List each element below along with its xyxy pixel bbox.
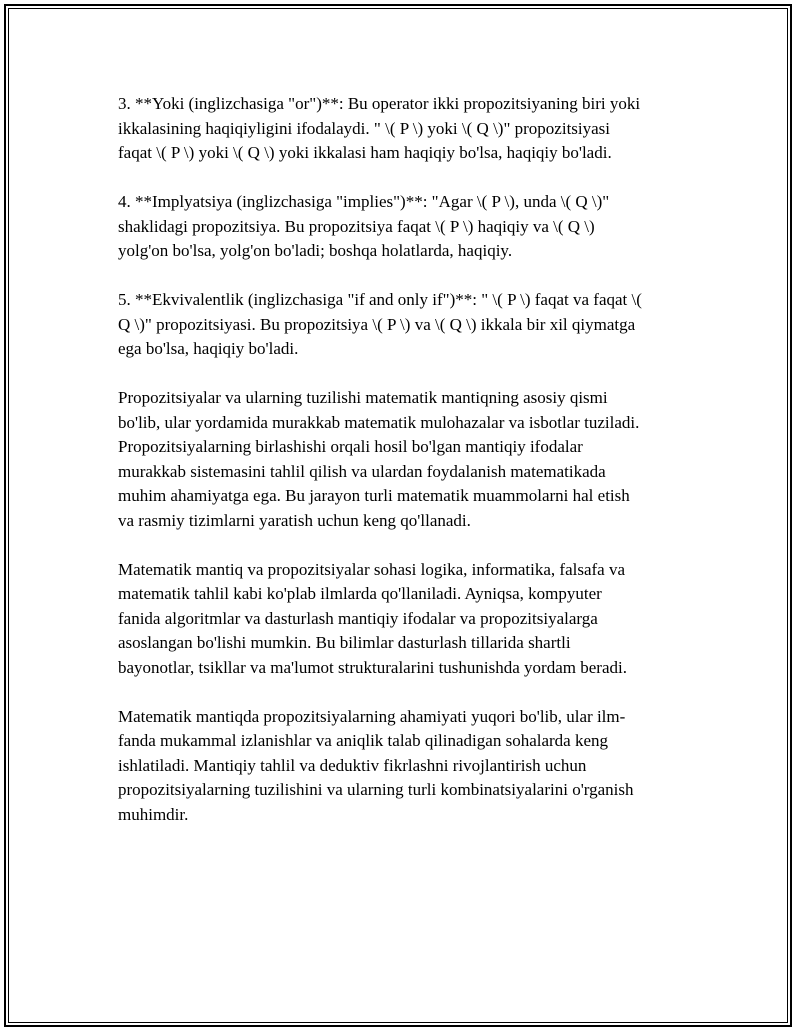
- paragraph-or-operator: 3. **Yoki (inglizchasiga "or")**: Bu operator ikki propozitsiyaning biri yoki ikkalasining haqiqiyligini ifodalaydi. " \( P \) yoki \( Q \)" propozitsiyasi faqat \( P \) yoki \( Q \) yoki ikkalasi ham haqiqiy bo'lsa, haqiqiy bo'ladi.: [118, 94, 641, 162]
- document-body: [118, 92, 678, 852]
- paragraph-equivalence: 5. **Ekvivalentlik (inglizchasiga "if and only if")**: " \( P \) faqat va faqat \( Q \)" propozitsiyasi. Bu propozitsiya \( P \) va \( Q \) ikkala bir xil qiymatga ega bo'lsa, haqiqiy bo'ladi.: [118, 290, 642, 358]
- paragraph-structure: Propozitsiyalar va ularning tuzilishi matematik mantiqning asosiy qismi bo'lib, ular yordamida murakkab matematik mulohazalar va isbotlar tuziladi. Propozitsiyalarning birlashishi orqali hosil bo'lgan mantiqiy ifodalar murakkab sistemasini tahlil qilish va ulardan foydalanish matematikada muhim ahamiyatga ega. Bu jarayon turli matematik muammolarni hal etish va rasmiy tizimlarni yaratish uchun keng qo'llanadi.: [118, 388, 640, 530]
- paragraph-applications: Matematik mantiq va propozitsiyalar sohasi logika, informatika, falsafa va matematik tahlil kabi ko'plab ilmlarda qo'llaniladi. Ayniqsa, kompyuter fanida algoritmlar va dasturlash mantiqiy ifodalar va propozitsiyalarga asoslangan bo'lishi mumkin. Bu bilimlar dasturlash tillarida shartli bayonotlar, tsikllar va ma'lumot strukturalarini tushunishda yordam beradi.: [118, 559, 627, 677]
- paragraph-implication: 4. **Implyatsiya (inglizchasiga "implies")**: "Agar \( P \), unda \( Q \)" shaklidagi propozitsiya. Bu propozitsiya faqat \( P \) haqiqiy va \( Q \) yolg'on bo'lsa, yolg'on bo'ladi; boshqa holatlarda, haqiqiy.: [118, 192, 610, 260]
- paragraph-importance: Matematik mantiqda propozitsiyalarning ahamiyati yuqori bo'lib, ular ilm- fanda mukammal izlanishlar va aniqlik talab qilinadigan sohalarda keng ishlatiladi. Mantiqiy tahlil va deduktiv fikrlashni rivojlantirish uchun propozitsiyalarning tuzilishini va ularning turli kombinatsiyalarini o'rganish muhimdir.: [118, 706, 634, 824]
